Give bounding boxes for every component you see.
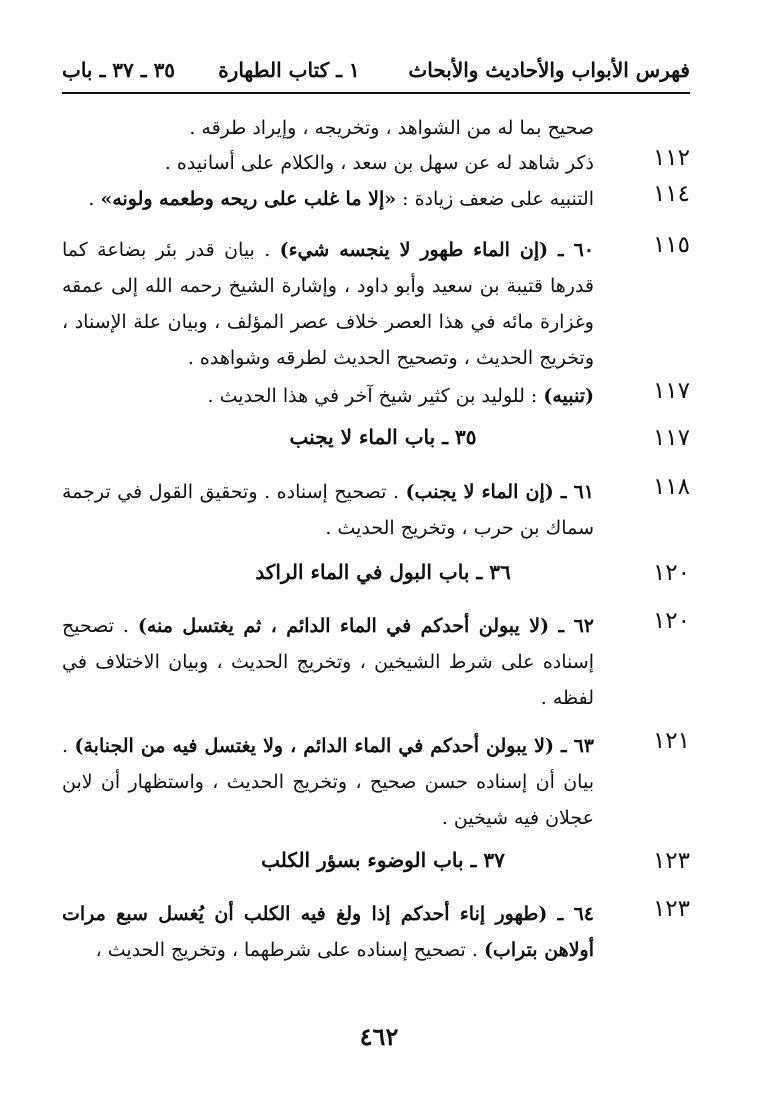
header-title-text: فهرس الأبواب والأحاديث والأبحاث: [408, 58, 690, 82]
entry-description: . بيان قدر بئر بضاعة كما قدرها قتيبة بن سعيد وأبو داود ، وإشارة الشيخ رحمه الله إلى عمقه وغزارة مائه في هذا العصر خلاف عصر المؤلف ، وبيان علة الإسناد ، وتخريج الحديث ، وتصحيح الحديث لطرقه وشواهده .: [62, 239, 594, 369]
entry-description: . تصحيح إسناده . وتحقيق القول في ترجمة سماك بن حرب ، وتخريج الحديث .: [62, 481, 594, 539]
header-section: ١ ـ كتاب الطهارة: [218, 58, 360, 82]
chapter-title: ٣٦ ـ باب البول في الماء الراكد: [255, 560, 511, 584]
page-number: ١١٤: [652, 181, 690, 207]
entry-text: [62, 608, 594, 716]
page-number: ١٢١: [652, 728, 690, 754]
page-number: ١١٥: [652, 232, 690, 258]
page-number: ١٢٣: [652, 848, 690, 874]
page-number: ١٢٠: [652, 608, 690, 634]
list-item: [62, 145, 690, 181]
header-range: ٣٥ ـ ٣٧ ـ باب: [62, 58, 176, 82]
list-item: [62, 474, 690, 546]
entry-text: [62, 474, 594, 546]
page-number: ١٢٣: [652, 896, 690, 922]
chapter-heading: [62, 425, 690, 461]
entry-text-end: .: [88, 188, 101, 210]
list-item: [62, 378, 690, 414]
folio-number: ٤٦٢: [359, 1022, 399, 1051]
page-number: ١١٧: [652, 378, 690, 404]
entry-description: : للوليد بن كثير شيخ آخر في هذا الحديث .: [207, 385, 544, 407]
running-header: [62, 58, 690, 88]
hadith-title: ٦٢ ـ (لا يبولن أحدكم في الماء الدائم ، ثم يغتسل منه): [137, 615, 594, 637]
entry-description: . تصحيح إسناده على شرط الشيخين ، وتخريج الحديث ، وبيان الاختلاف في لفظه .: [62, 615, 594, 709]
header-title: [218, 58, 690, 82]
list-item: [62, 110, 690, 146]
page-number: ١١٢: [652, 145, 690, 171]
entry-text: صحيح بما له من الشواهد ، وتخريجه ، وإيراد طرقه .: [189, 117, 594, 139]
chapter-title: ٣٥ ـ باب الماء لا يجنب: [289, 425, 477, 449]
hadith-title: ٦٣ ـ (لا يبولن أحدكم في الماء الدائم ، ولا يغتسل فيه من الجنابة): [74, 735, 594, 757]
list-item: [62, 896, 690, 968]
chapter-heading: [62, 848, 690, 884]
page-number: ١١٧: [652, 425, 690, 451]
list-item: [62, 608, 690, 716]
list-item: [62, 181, 690, 217]
entry-text: [62, 728, 594, 836]
chapter-title: ٣٧ ـ باب الوضوء بسؤر الكلب: [261, 848, 505, 872]
chapter-heading: [62, 560, 690, 596]
list-item: [62, 728, 690, 836]
entry-description: . تصحيح إسناده على شرطهما ، وتخريج الحديث ،: [95, 939, 484, 961]
entry-text: [62, 181, 594, 217]
list-item: [62, 232, 690, 378]
page-number: ١٢٠: [652, 560, 690, 586]
entry-text-bold: «إلا ما غلب على ريحه وطعمه ولونه»: [100, 188, 397, 210]
entry-text-plain: التنبيه على ضعف زيادة :: [396, 188, 594, 210]
entry-text: ذكر شاهد له عن سهل بن سعد ، والكلام على أسانيده .: [164, 152, 594, 174]
page-number: ١١٨: [652, 474, 690, 500]
header-rule: [62, 92, 690, 94]
hadith-title: ٦٠ ـ (إن الماء طهور لا ينجسه شيء): [279, 239, 594, 261]
entry-text: [62, 896, 594, 968]
entry-text: [62, 232, 594, 376]
note-label: (تنبيه): [543, 385, 594, 407]
entry-description: . بيان أن إسناده حسن صحيح ، وتخريج الحديث ، واستظهار أن لابن عجلان فيه شيخين .: [62, 735, 594, 829]
hadith-title: ٦٤ ـ (طهور إناء أحدكم إذا ولغ فيه الكلب أن يُغسل سبع مرات أولاهن بتراب): [62, 903, 594, 961]
hadith-title: ٦١ ـ (إن الماء لا يجنب): [405, 481, 594, 503]
entry-text: [62, 378, 594, 414]
